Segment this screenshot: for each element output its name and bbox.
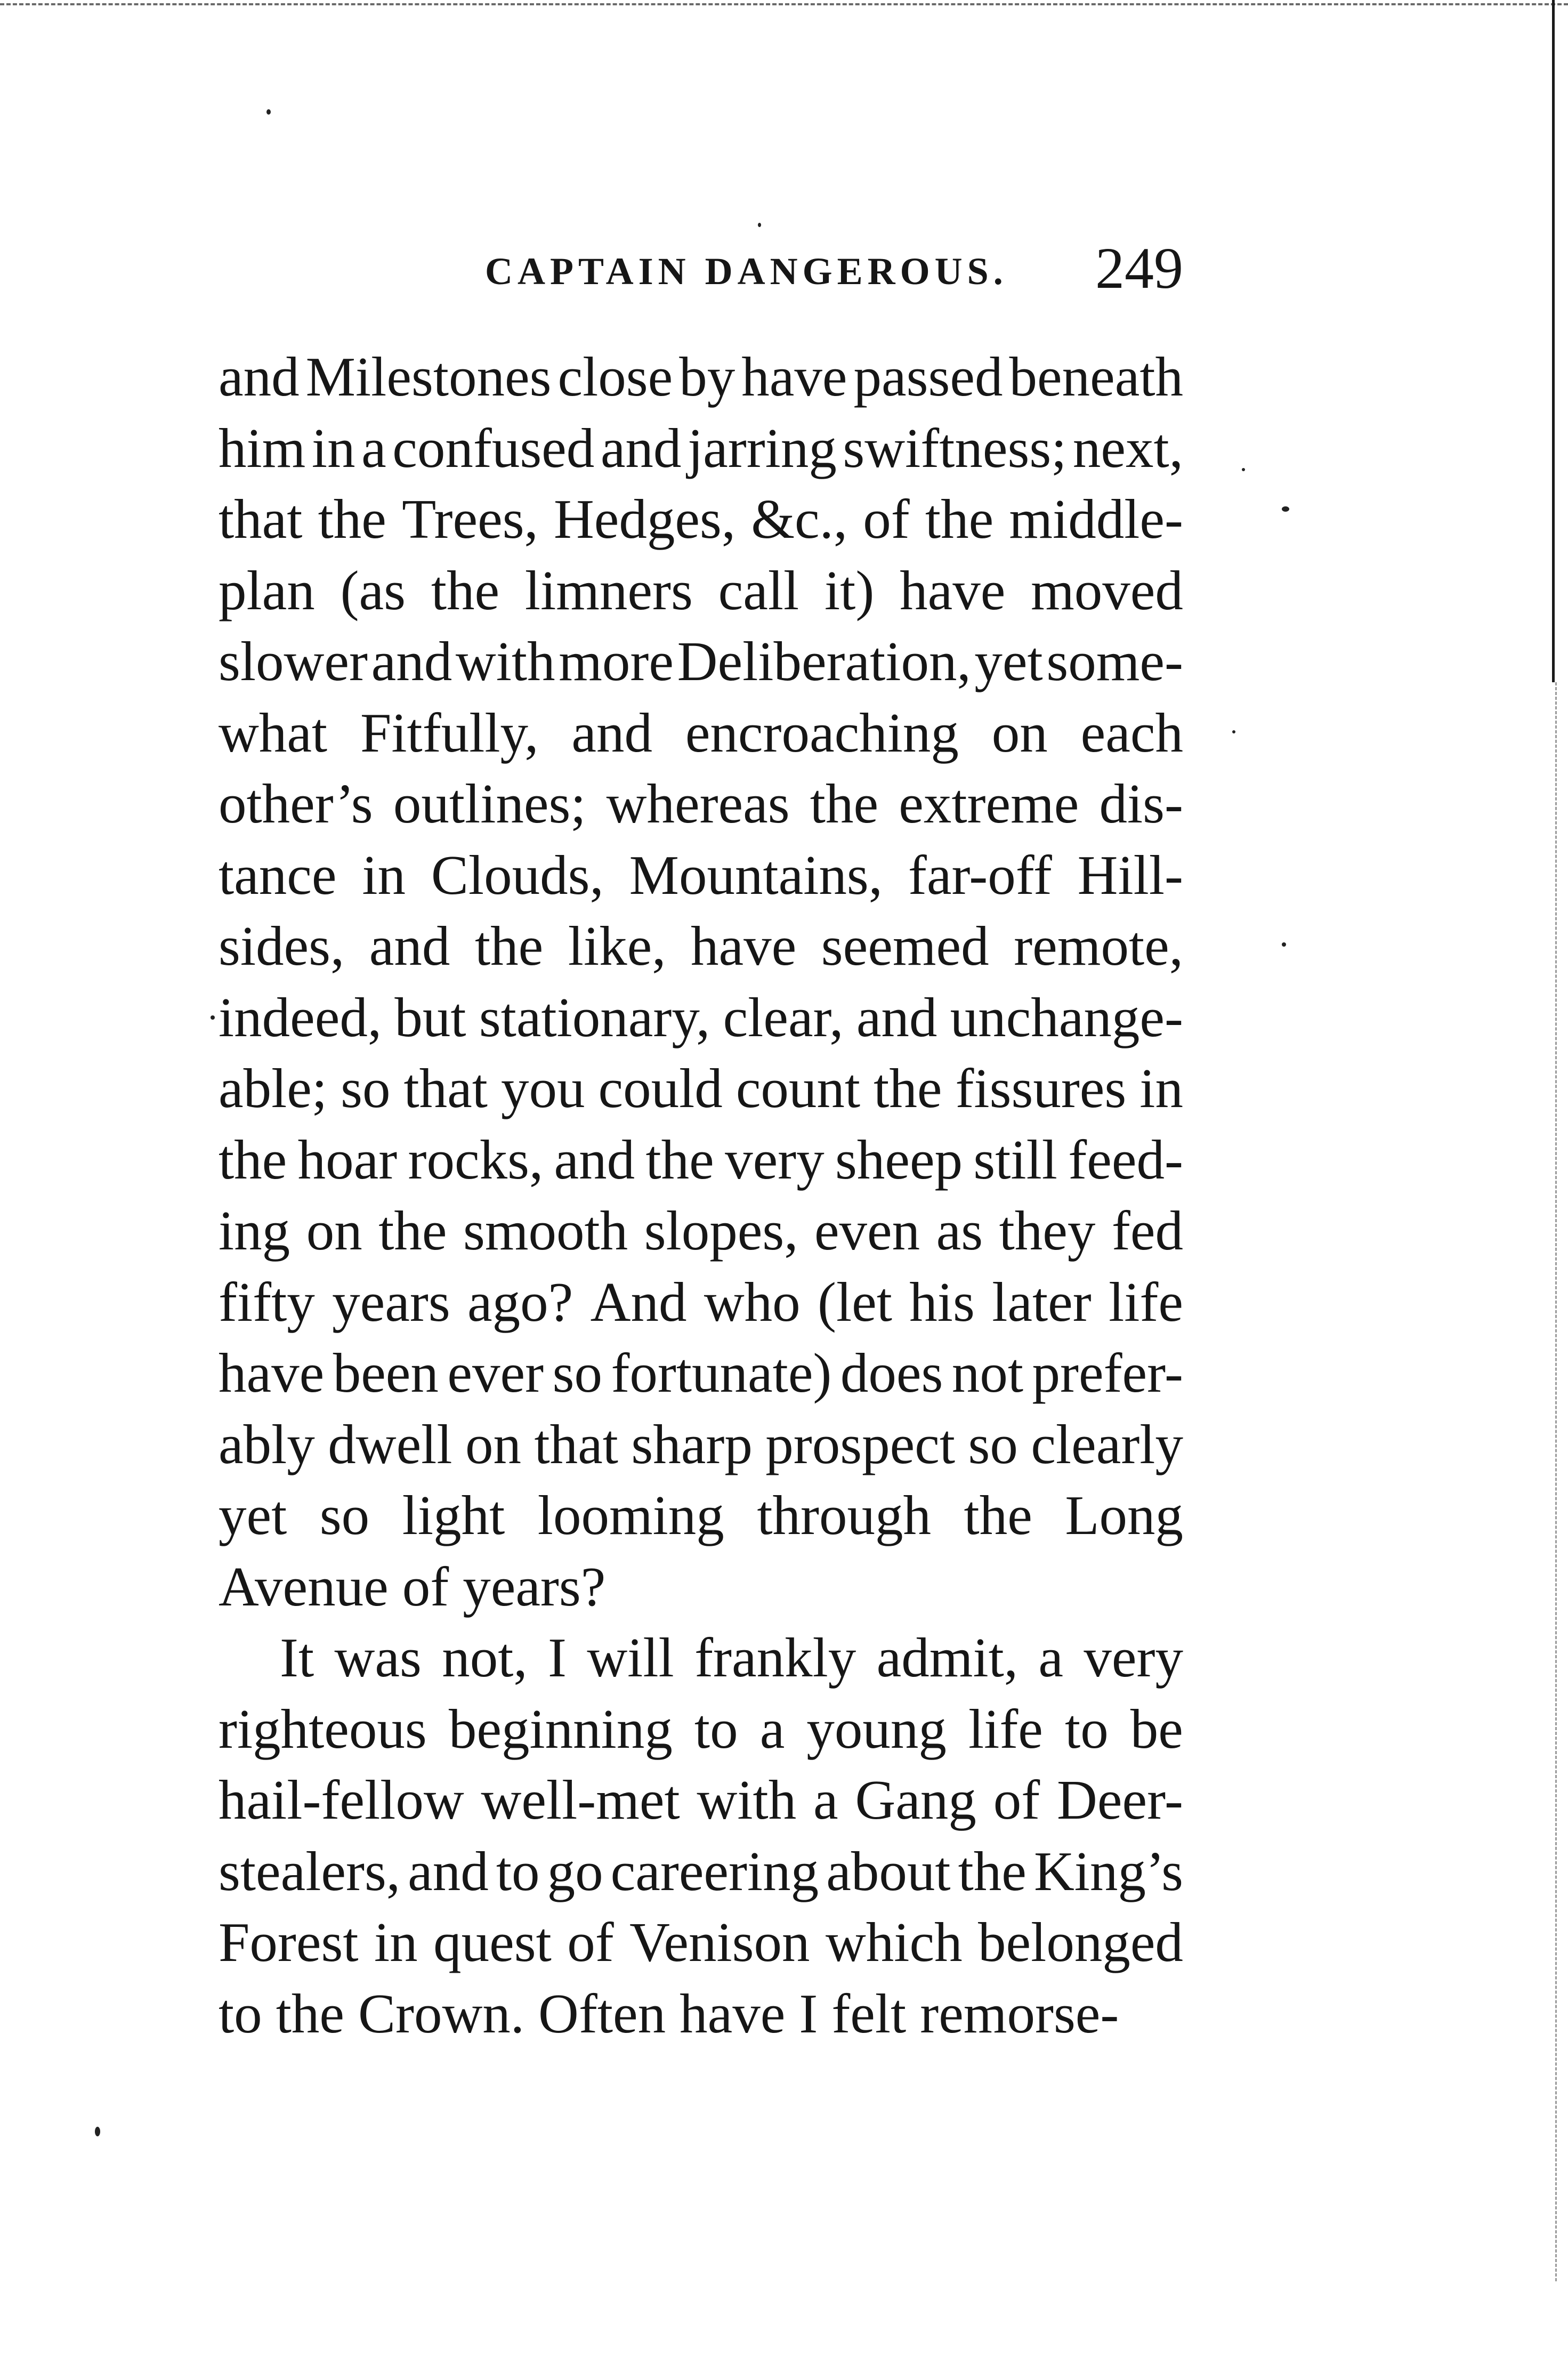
scan-speck <box>1242 468 1245 471</box>
text-line: stealers, and to go careering about the King’s <box>219 1839 1183 1902</box>
scan-speck <box>1282 942 1286 947</box>
text-line: Avenue of years? <box>219 1555 606 1618</box>
text-line: ably dwell on that sharp prospect so clearly <box>219 1412 1183 1475</box>
scan-speck <box>95 2127 100 2136</box>
text-line: that the Trees, Hedges, &c., of the middle- <box>219 488 1183 550</box>
text-line: to the Crown. Often have I felt remorse- <box>219 1982 1119 2045</box>
text-line: able; so that you could count the fissures in <box>219 1057 1183 1119</box>
text-line: slower and with more Deliberation, yet some- <box>219 630 1183 692</box>
page-number: 249 <box>1095 236 1183 301</box>
text-line: him in a confused and jarring swiftness; next, <box>219 416 1183 479</box>
text-line: righteous beginning to a young life to be <box>219 1697 1183 1760</box>
text-line: other’s outlines; whereas the extreme dis- <box>219 772 1183 835</box>
text-line: sides, and the like, have seemed remote, <box>219 915 1183 977</box>
text-line: Forest in quest of Venison which belonged <box>219 1911 1183 1973</box>
scan-speck <box>1282 506 1289 512</box>
scan-speck <box>1232 730 1235 733</box>
scan-speck <box>758 223 761 227</box>
page-header <box>224 235 1183 304</box>
text-line: tance in Clouds, Mountains, far-off Hill- <box>219 843 1183 906</box>
text-line: yet so light looming through the Long <box>219 1484 1183 1546</box>
text-line: and Milestones close by have passed beneath <box>219 345 1183 408</box>
text-line: have been ever so fortunate) does not prefer- <box>219 1342 1183 1404</box>
text-line: what Fitfully, and encroaching on each <box>219 701 1183 764</box>
text-line: indeed, but stationary, clear, and unchange- <box>219 986 1183 1048</box>
text-line: It was not, I will frankly admit, a very <box>280 1626 1183 1689</box>
body-text <box>219 341 1183 2049</box>
scan-top-edge <box>0 3 1568 5</box>
text-line: plan (as the limners call it) have moved <box>219 559 1183 621</box>
text-line: hail-fellow well-met with a Gang of Deer- <box>219 1769 1183 1831</box>
scan-speck <box>211 1015 215 1020</box>
text-line: ing on the smooth slopes, even as they fed <box>219 1199 1183 1262</box>
scan-right-edge-faint <box>1555 682 1557 2281</box>
scan-speck <box>266 109 271 115</box>
text-line: the hoar rocks, and the very sheep still feed- <box>219 1128 1183 1191</box>
text-line: fifty years ago? And who (let his later life <box>219 1270 1183 1333</box>
running-title: CAPTAIN DANGEROUS. <box>485 250 1008 293</box>
scan-right-edge <box>1552 0 1555 682</box>
